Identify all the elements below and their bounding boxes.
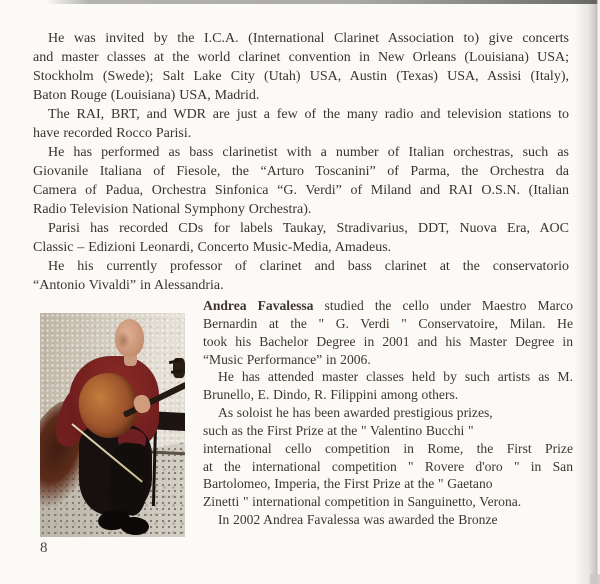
text-line: He has performed as bass clarinetist with a number of Italian orchestras, such as <box>48 145 569 160</box>
text-line: Giovanile Italiana of Fiesole, the “Arturo Toscanini” of Parma, the Orchestra da <box>33 164 569 179</box>
text-line: and master classes at the world clarinet convention in New Orleans (Louisiana) USA; <box>33 50 569 65</box>
text-line: Radio Television National Symphony Orchestra). <box>33 202 312 217</box>
andrea-favalessa-biography <box>203 297 573 529</box>
text-line: have recorded Rocco Parisi. <box>33 126 192 141</box>
text-line: Andrea Favalessa studied the cello under Maestro Marco <box>203 298 573 313</box>
scan-top-edge <box>45 0 600 4</box>
text-line: He was invited by the I.C.A. (International Clarinet Association to) give concerts <box>48 31 569 46</box>
text-line: Bartolomeo, Imperia, the First Prize at the " Gaetano <box>203 476 493 492</box>
text-line: He has attended master classes held by such artists as M. <box>218 369 573 385</box>
scan-corner-artifact <box>590 574 600 584</box>
text-line: “Antonio Vivaldi” in Alessandria. <box>33 278 224 293</box>
text-line: As soloist he has been awarded prestigious prizes, <box>218 405 493 421</box>
text-line: He his currently professor of clarinet and bass clarinet at the conservatorio <box>48 259 569 274</box>
text-line: Stockholm (Swede); Salt Lake City (Utah) USA, Austin (Texas) USA, Assisi (Italy), <box>33 69 569 84</box>
cellist-face-shading <box>117 331 130 349</box>
text-line: took his Bachelor Degree in 2001 and his Master Degree in <box>203 333 573 349</box>
text-line: Zinetti " international competition in Sanguinetto, Verona. <box>203 494 522 510</box>
text-line: Brunello, E. Dindo, R. Filippini among others. <box>203 387 459 403</box>
text-line: “Music Performance” in 2006. <box>203 351 371 367</box>
text-line: international cello competition in Rome, the First Prize <box>203 440 573 456</box>
text-line: Parisi has recorded CDs for labels Taukay, Stradivarius, DDT, Nuova Era, AOC <box>48 221 569 236</box>
text-line: Camera of Padua, Orchestra Sinfonica “G. Verdi” of Miland and RAI O.S.N. (Italian <box>33 183 569 198</box>
text-line: Baton Rouge (Louisiana) USA, Madrid. <box>33 88 260 103</box>
text-line: Bernardin at the " G. Verdi " Conservatoire, Milan. He <box>203 315 573 331</box>
text-line: In 2002 Andrea Favalessa was awarded the Bronze <box>218 512 498 528</box>
text-line: Classic – Edizioni Leonardi, Concerto Music-Media, Amadeus. <box>33 240 392 255</box>
text-line: at the international competition " Rovere d'oro " in San <box>203 458 573 474</box>
scan-right-shadow <box>574 0 600 584</box>
text-line: The RAI, BRT, and WDR are just a few of the many radio and television stations to <box>48 107 569 122</box>
page-number: 8 <box>40 540 48 556</box>
text-line: such as the First Prize at the " Valentino Bucchi " <box>203 422 474 438</box>
andrea-favalessa-photo <box>40 313 185 537</box>
rocco-parisi-biography <box>33 29 569 295</box>
